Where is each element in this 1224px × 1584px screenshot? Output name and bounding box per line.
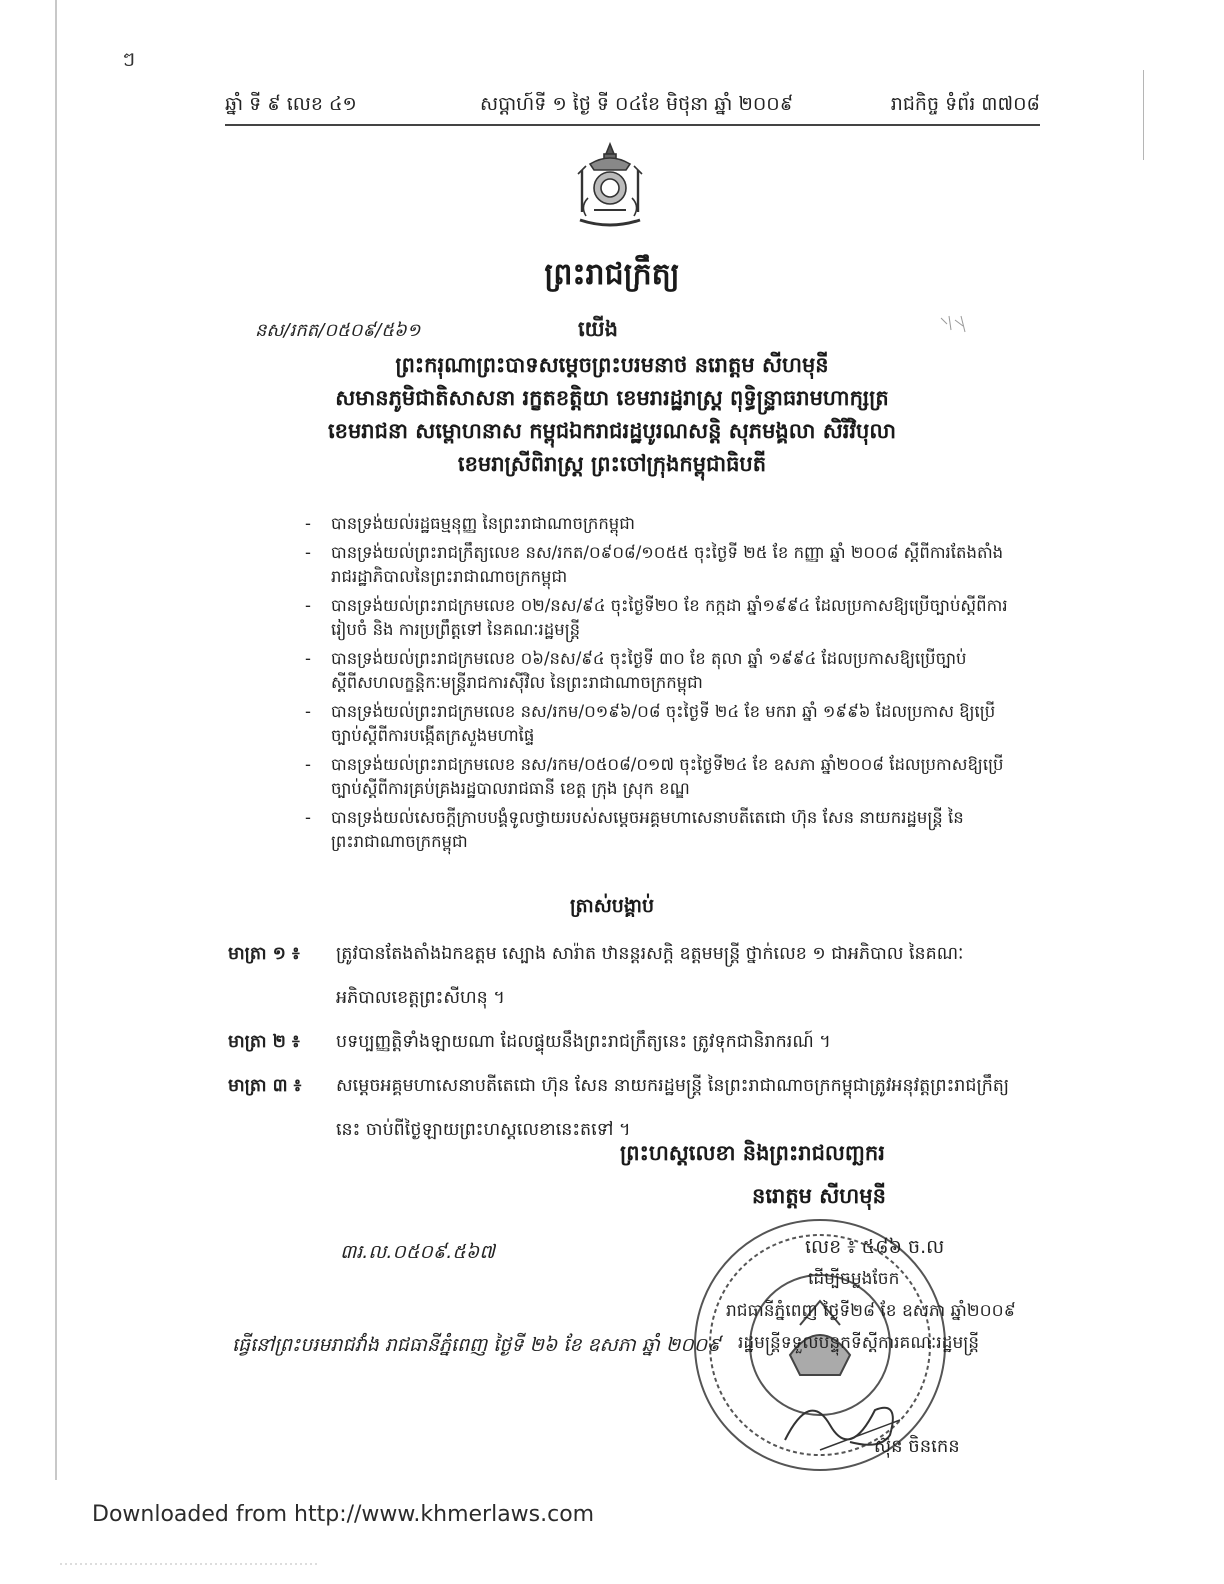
royal-titles [0, 348, 1224, 480]
place-and-date: ធ្វើនៅព្រះបរមរាជវាំង រាជធានីភ្នំពេញ ថ្ងៃទី ២៦ ខែ ឧសភា ឆ្នាំ ២០០៩ [232, 1334, 721, 1356]
header-rule [225, 124, 1040, 126]
royal-emblem-icon [560, 140, 660, 230]
article-2 [228, 1020, 1013, 1064]
preamble-item: - បានទ្រង់យល់ព្រះរាជក្រមលេខ ០២/នស/៩៤ ចុះថ្ងៃទី២០ ខែ កក្កដា ឆ្នាំ១៩៩៤ ដែលប្រកាសឱ្យប្រើច្បាប់ស្តីពីការរៀបចំ និង ការប្រព្រឹត្តទៅ នៃគណៈរដ្ឋមន្ត្រី [305, 596, 1008, 639]
document-title: ព្រះរាជក្រឹត្យ [544, 257, 680, 292]
royal-signer-name: នរោត្តម សីហមុនី [752, 1184, 886, 1208]
decides-heading: ត្រាស់បង្គាប់ [569, 895, 655, 917]
preamble-list [305, 512, 1010, 859]
royal-title-line: ព្រះករុណាព្រះបាទសម្តេចព្រះបរមនាថ នរោត្តម សីហមុនី [395, 352, 829, 377]
preamble-item: - បានទ្រង់យល់ព្រះរាជក្រឹត្យលេខ នស/រកត/០៩០៨/១០៥៥ ចុះថ្ងៃទី ២៥ ខែ កញ្ញា ឆ្នាំ ២០០៨ ស្តីពីការតែងតាំងរាជរដ្ឋាភិបាលនៃព្រះរាជាណាចក្រកម្ពុជា [305, 543, 1004, 586]
download-source-footer: Downloaded from http://www.khmerlaws.com [92, 1502, 595, 1527]
royal-title-line: សមានភូមិជាតិសាសនា រក្ខតខត្តិយា ខេមរារដ្ឋរាស្ត្រ ពុទ្ធិន្ទ្រាធរាមហាក្សត្រ [335, 385, 889, 410]
decree-we: យើង [578, 317, 618, 341]
royal-title-line: ខេមរាជនា សម្ពោហនាស កម្ពុជឯករាជរដ្ឋបូរណសន្តិ សុភមង្គលា សិរីវិបុលា [327, 418, 897, 443]
page-header [225, 92, 1040, 122]
counter-copy-text: ដើម្បីចម្លងចែក [808, 1269, 900, 1289]
scan-margin-line [55, 0, 57, 1480]
preamble-item: - បានទ្រង់យល់រដ្ឋធម្មនុញ្ញ នៃព្រះរាជាណាចក្រកម្ពុជា [305, 514, 635, 533]
article-label: មាត្រា ៣ ៖ [228, 1076, 302, 1096]
preamble-item: - បានទ្រង់យល់ព្រះរាជក្រមលេខ នស/រកម/០១៩៦/០៨ ចុះថ្ងៃទី ២៤ ខែ មករា ឆ្នាំ ១៩៩៦ ដែលប្រកាស ឱ្យប្រើច្បាប់ស្តីពីការបង្កើតក្រសួងមហាផ្ទៃ [305, 702, 996, 745]
header-date: សប្តាហ៍ទី ១ ថ្ងៃ ទី ០៤ខែ មិថុនា ឆ្នាំ ២០០៩ [480, 93, 794, 115]
article-text: សម្តេចអគ្គមហាសេនាបតីតេជោ ហ៊ុន សែន នាយករដ្ឋមន្ត្រី នៃព្រះរាជាណាចក្រកម្ពុជាត្រូវអនុវត្តព្រះរាជក្រឹត្យនេះ ចាប់ពីថ្ងៃឡាយព្រះហស្តលេខានេះតទៅ ។ [336, 1076, 1010, 1140]
royal-code: ៣រ.ល.០៥០៩.៥៦៧ [340, 1241, 495, 1263]
scan-smudge [935, 310, 975, 340]
preamble-item: - បានទ្រង់យល់ព្រះរាជក្រមលេខ នស/រកម/០៥០៨/០១៧ ចុះថ្ងៃទី២៤ ខែ ឧសភា ឆ្នាំ២០០៨ ដែលប្រកាសឱ្យប្រើច្បាប់ស្តីពីការគ្រប់គ្រងរដ្ឋបាលរាជធានី ខេត្ត ក្រុង ស្រុក ខណ្ឌ [305, 755, 1004, 798]
article-label: មាត្រា ២ ៖ [228, 1032, 300, 1052]
scan-bottom-specks [60, 1560, 320, 1566]
article-text: បទប្បញ្ញត្តិទាំងឡាយណា ដែលផ្ទុយនឹងព្រះរាជក្រឹត្យនេះ ត្រូវទុកជានិរាករណ៍ ។ [336, 1032, 831, 1052]
preamble-item: - បានទ្រង់យល់សេចក្តីក្រាបបង្គំទូលថ្វាយរបស់សម្តេចអគ្គមហាសេនាបតីតេជោ ហ៊ុន សែន នាយករដ្ឋមន្ត្រី នៃព្រះរាជាណាចក្រកម្ពុជា [305, 808, 964, 851]
article-1 [228, 932, 1013, 1020]
article-text: ត្រូវបានតែងតាំងឯកឧត្តម ស្បោង សារ៉ាត ឋានន្តរសក្តិ ឧត្តមមន្ត្រី ថ្នាក់លេខ ១ ជាអភិបាល នៃគណៈអភិបាលខេត្តព្រះសីហនុ ។ [336, 944, 964, 1008]
header-page: រាជកិច្ច ទំព័រ ៣៧០៨ [890, 93, 1040, 115]
corner-mark: ៗ [122, 47, 136, 71]
royal-signature-title: ព្រះហស្តលេខា និងព្រះរាជលញ្ឆករ [620, 1141, 885, 1165]
royal-title-line: ខេមរាស្រីពិរាស្ត្រ ព្រះចៅក្រុងកម្ពុជាធិបតី [457, 451, 767, 476]
counter-signer-name: ស៊ុន ចិនកេន [874, 1436, 960, 1457]
articles-list [228, 932, 1013, 1152]
header-issue: ឆ្នាំ ទី ៩ លេខ ៤១ [225, 93, 357, 115]
preamble-item: - បានទ្រង់យល់ព្រះរាជក្រមលេខ ០៦/នស/៩៤ ចុះថ្ងៃទី ៣០ ខែ តុលា ឆ្នាំ ១៩៩៤ ដែលប្រកាសឱ្យប្រើច្បាប់ស្តីពីសហលក្ខន្តិកៈមន្ត្រីរាជការស៊ីវិល នៃព្រះរាជាណាចក្រកម្ពុជា [305, 649, 967, 692]
article-label: មាត្រា ១ ៖ [228, 944, 300, 964]
counter-place-date: រាជធានីភ្នំពេញ ថ្ងៃទី២៨ ខែ ឧសភា ឆ្នាំ២០០៩ [726, 1301, 1016, 1321]
article-3 [228, 1064, 1013, 1152]
counter-office: រដ្ឋមន្ត្រីទទួលបន្ទុកទីស្តីការគណៈរដ្ឋមន្ត្រី [738, 1333, 980, 1353]
scan-edge-line [1143, 70, 1144, 160]
decree-reference: នស/រកត/០៥០៩/៥៦១ [255, 320, 421, 341]
counter-number: លេខ ៖ ៥៨៦ ច.ល [805, 1236, 945, 1258]
